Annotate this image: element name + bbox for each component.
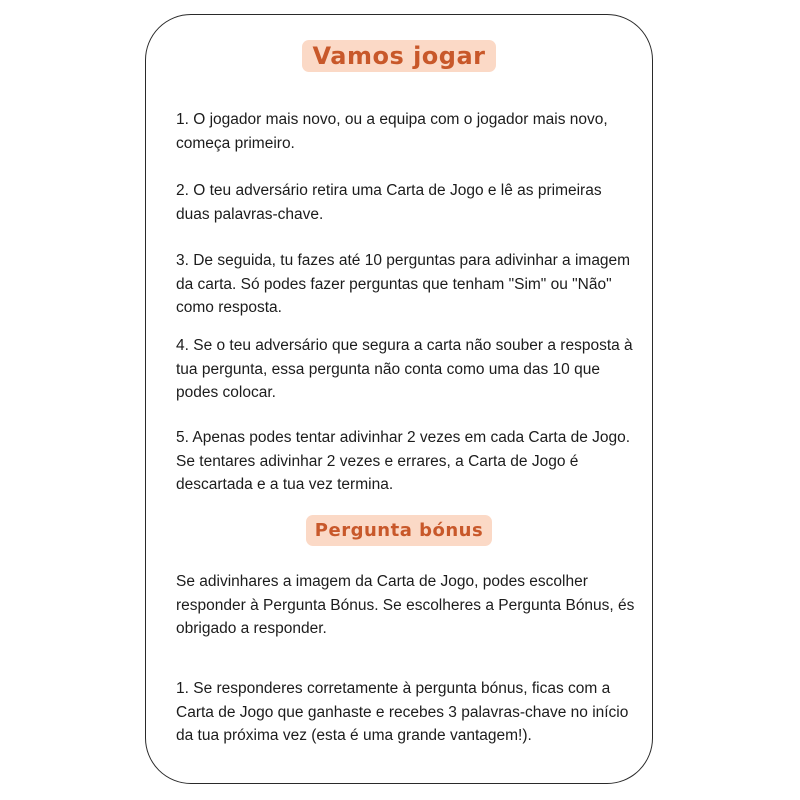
- rule-2: 2. O teu adversário retira uma Carta de Jogo e lê as primeiras duas palavras-chave.: [176, 182, 602, 223]
- rule-5: 5. Apenas podes tentar adivinhar 2 vezes em cada Carta de Jogo. Se tentares adivinhar 2 vezes e errares, a Carta de Jogo é descartada e a tua vez termina.: [176, 429, 631, 493]
- bonus-banner: [146, 515, 652, 546]
- bonus-title: Pergunta bónus: [306, 515, 492, 546]
- title-banner: [146, 40, 652, 72]
- rule-1: 1. O jogador mais novo, ou a equipa com o jogador mais novo, começa primeiro.: [176, 111, 608, 152]
- rule-4: 4. Se o teu adversário que segura a carta não souber a resposta à tua pergunta, essa pergunta não conta como uma das 10 que podes colocar.: [176, 337, 633, 401]
- rule-3: 3. De seguida, tu fazes até 10 perguntas para adivinhar a imagem da carta. Só podes fazer perguntas que tenham "Sim" ou "Não" como resposta.: [176, 252, 631, 316]
- card-title: Vamos jogar: [302, 40, 495, 72]
- bonus-rule-1: 1. Se responderes corretamente à pergunta bónus, ficas com a Carta de Jogo que ganhaste e recebes 3 palavras-chave no início da tua próxima vez (esta é uma grande vantagem!).: [176, 680, 629, 744]
- bonus-intro: Se adivinhares a imagem da Carta de Jogo, podes escolher responder à Pergunta Bónus. Se escolheres a Pergunta Bónus, és obrigado a responder.: [176, 573, 635, 637]
- rules-card: [145, 14, 653, 784]
